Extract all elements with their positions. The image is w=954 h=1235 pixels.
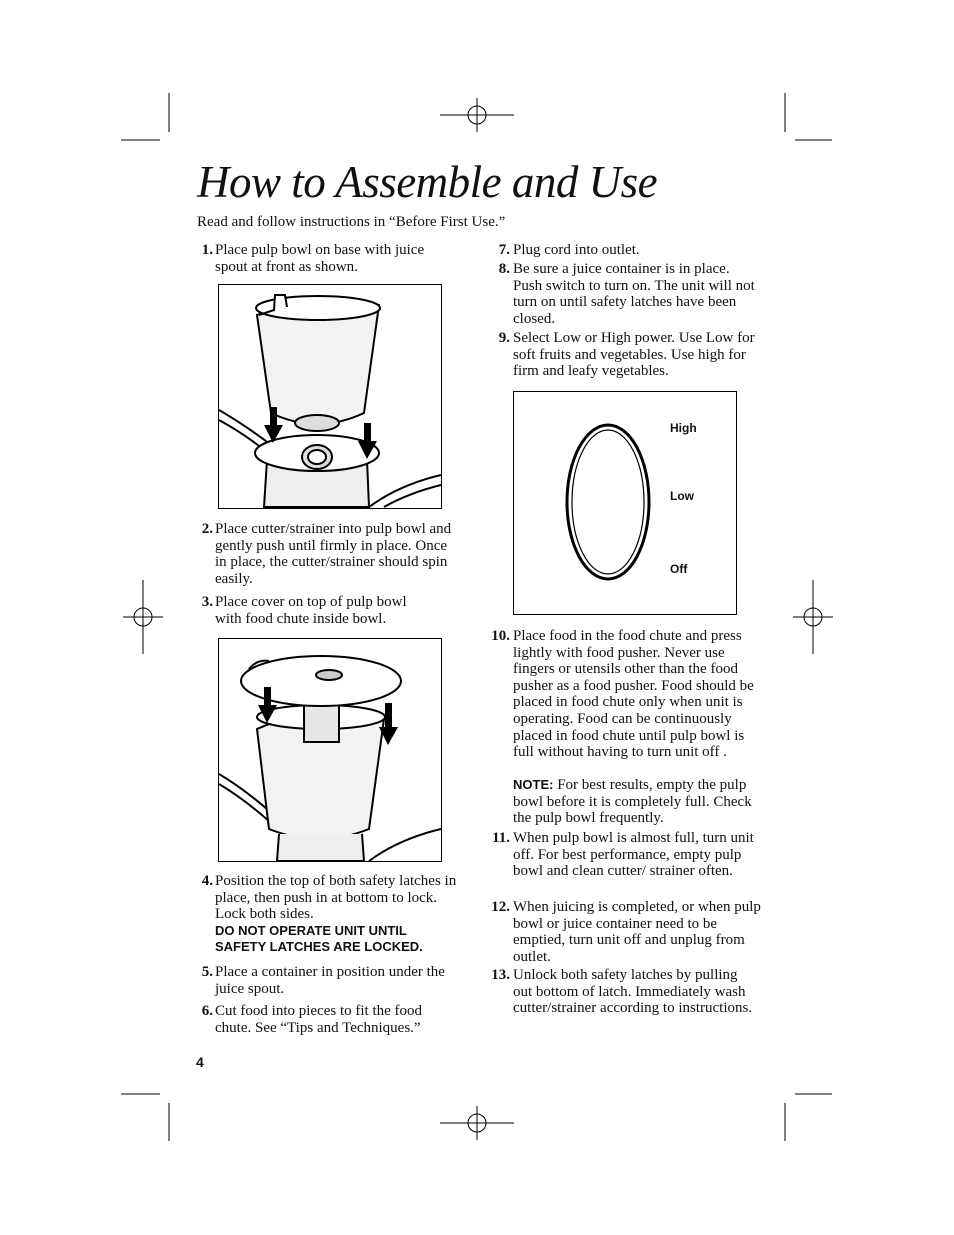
switch-label-off: Off (670, 562, 688, 576)
switch-label-high: High (670, 421, 697, 435)
note-label: NOTE: (513, 777, 554, 792)
step-13: 13. Unlock both safety latches by pulling out bottom of latch. Immediately wash cutter/strainer according to instructions. (491, 967, 753, 1017)
step-1: 1. Place pulp bowl on base with juice spout at front as shown. (201, 242, 425, 275)
page-number: 4 (196, 1054, 204, 1070)
switch-label-low: Low (670, 489, 694, 503)
step-3: 3. Place cover on top of pulp bowl with food chute inside bowl. (201, 594, 407, 627)
step-12: 12. When juicing is completed, or when pulp bowl or juice container need to be emptied, turn unit off and unplug from outlet. (491, 899, 761, 965)
step-8: 8. Be sure a juice container is in place. Push switch to turn on. The unit will not turn on until safety latches have been closed. (498, 261, 755, 327)
safety-warning: DO NOT OPERATE UNIT UNTIL SAFETY LATCHES ARE LOCKED. (215, 922, 423, 955)
step-4: 4. Position the top of both safety latches in place, then push in at bottom to lock. Lock both sides. DO NOT OPERATE UNIT UNTIL SAFETY LATCHES ARE LOCKED. (201, 873, 457, 955)
step-7: 7. Plug cord into outlet. (498, 242, 640, 258)
step-5: 5. Place a container in position under the juice spout. (201, 964, 445, 997)
step-2: 2. Place cutter/strainer into pulp bowl and gently push until firmly in place. Once in place, the cutter/strainer should spin easily. (201, 521, 452, 587)
page-title: How to Assemble and Use (197, 157, 658, 207)
figure-power-switch (513, 391, 737, 615)
step-11: 11. When pulp bowl is almost full, turn unit off. For best performance, empty pulp bowl and clean cutter/ strainer often. (492, 830, 754, 880)
step-9: 9. Select Low or High power. Use Low for soft fruits and vegetables. Use high for firm and leafy vegetables. (498, 330, 755, 380)
intro-text: Read and follow instructions in “Before First Use.” (197, 214, 506, 230)
note (513, 777, 763, 827)
step-10: 10. Place food in the food chute and press lightly with food pusher. Never use fingers or utensils other than the food pusher as a food pusher. Food should be placed in food chute only when unit is operating. Food can be continuously placed in food chute until pulp bowl is full without having to turn unit off . (491, 628, 754, 761)
figure-cover-on-pulp-bowl (218, 638, 442, 862)
step-6: 6. Cut food into pieces to fit the food chute. See “Tips and Techniques.” (201, 1003, 423, 1036)
note-text: For best results, empty the pulp bowl before it is completely full. Check the pulp bowl frequently. (513, 777, 752, 827)
figure-pulp-bowl-on-base (218, 284, 442, 509)
